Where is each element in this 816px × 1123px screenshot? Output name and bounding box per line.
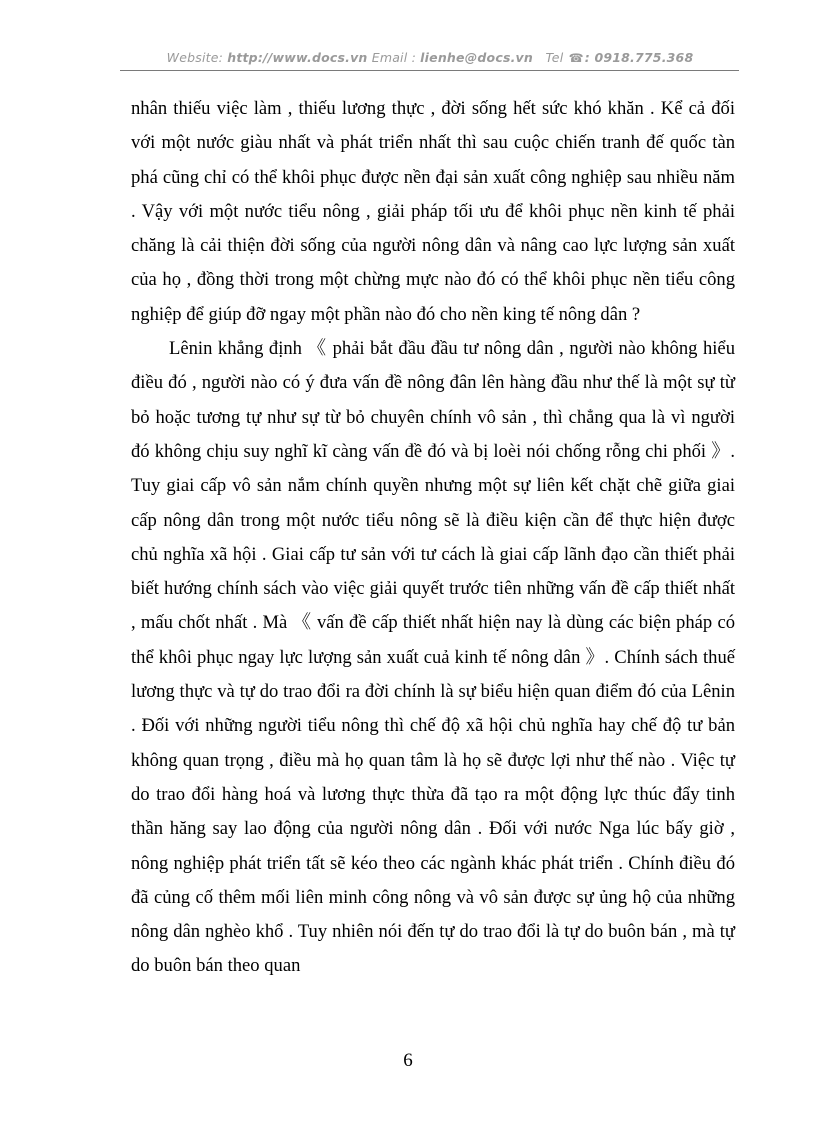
page-number: 6 bbox=[403, 1050, 413, 1071]
tel-label: Tel bbox=[545, 50, 564, 65]
header-divider bbox=[120, 70, 739, 71]
page-header bbox=[120, 50, 740, 65]
tel-value: : 0918.775.368 bbox=[584, 50, 694, 65]
website-label: Website: bbox=[166, 50, 224, 65]
website-url: http://www.docs.vn bbox=[227, 50, 368, 65]
phone-icon: ☎ bbox=[568, 51, 584, 65]
document-body bbox=[131, 92, 735, 984]
email-label: Email : bbox=[371, 50, 416, 65]
paragraph-lenin: Lênin khẳng định 《 phải bắt đầu đầu tư nông dân , người nào không hiểu điều đó , người nào có ý đưa vấn đề nông đân lên hàng đầu như thế là một sự từ bỏ hoặc tương tự như sự từ bỏ chuyên chính vô sản , thì chẳng qua là vì người đó không chịu suy nghĩ kĩ càng vấn đề đó và bị loèi nói chống rỗng chi phối 》. Tuy giai cấp vô sản nắm chính quyền nhưng một sự liên kết chặt chẽ giữa giai cấp nông dân trong một nước tiểu nông sẽ là điều kiện cần để thực hiện được chủ nghĩa xã hội . Giai cấp tư sản với tư cách là giai cấp lãnh đạo cần thiết phải biết hướng chính sách vào việc giải quyết trước tiên những vấn đề cấp thiết nhất , mấu chốt nhất . Mà 《 vấn đề cấp thiết nhất hiện nay là dùng các biện pháp có thể khôi phục ngay lực lượng sản xuất cuả kinh tế nông dân 》. Chính sách thuế lương thực và tự do trao đổi ra đời chính là sự biểu hiện quan điểm đó của Lênin . Đối với những người tiểu nông thì chế độ xã hội chủ nghĩa hay chế độ tư bản không quan trọng , điều mà họ quan tâm là họ sẽ được lợi như thế nào . Việc tự do trao đổi hàng hoá và lương thực thừa đã tạo ra một động lực thúc đẩy tinh thần hăng say lao động của người nông dân . Đối với nước Nga lúc bấy giờ , nông nghiệp phát triển tất sẽ kéo theo các ngành khác phát triển . Chính điều đó đã củng cố thêm mối liên minh công nông và vô sản được sự ủng hộ của những nông dân nghèo khổ . Tuy nhiên nói đến tự do trao đổi là tự do buôn bán , mà tự do buôn bán theo quan bbox=[131, 338, 735, 977]
paragraph-continuation: nhân thiếu việc làm , thiếu lương thực , đời sống hết sức khó khăn . Kể cả đối với một nước giàu nhất và phát triển nhất thì sau cuộc chiến tranh đế quốc tàn phá cũng chỉ có thể khôi phục được nền đại sản xuất công nghiệp sau nhiều năm . Vậy với một nước tiểu nông , giải pháp tối ưu để khôi phục nền kinh tế phải chăng là cải thiện đời sống của người nông dân và nâng cao lực lượng sản xuất của họ , đồng thời trong một chừng mực nào đó có thể khôi phục nền tiểu công nghiệp để giúp đỡ ngay một phần nào đó cho nền king tế nông dân ? bbox=[131, 98, 735, 325]
email-value: lienhe@docs.vn bbox=[420, 50, 533, 65]
